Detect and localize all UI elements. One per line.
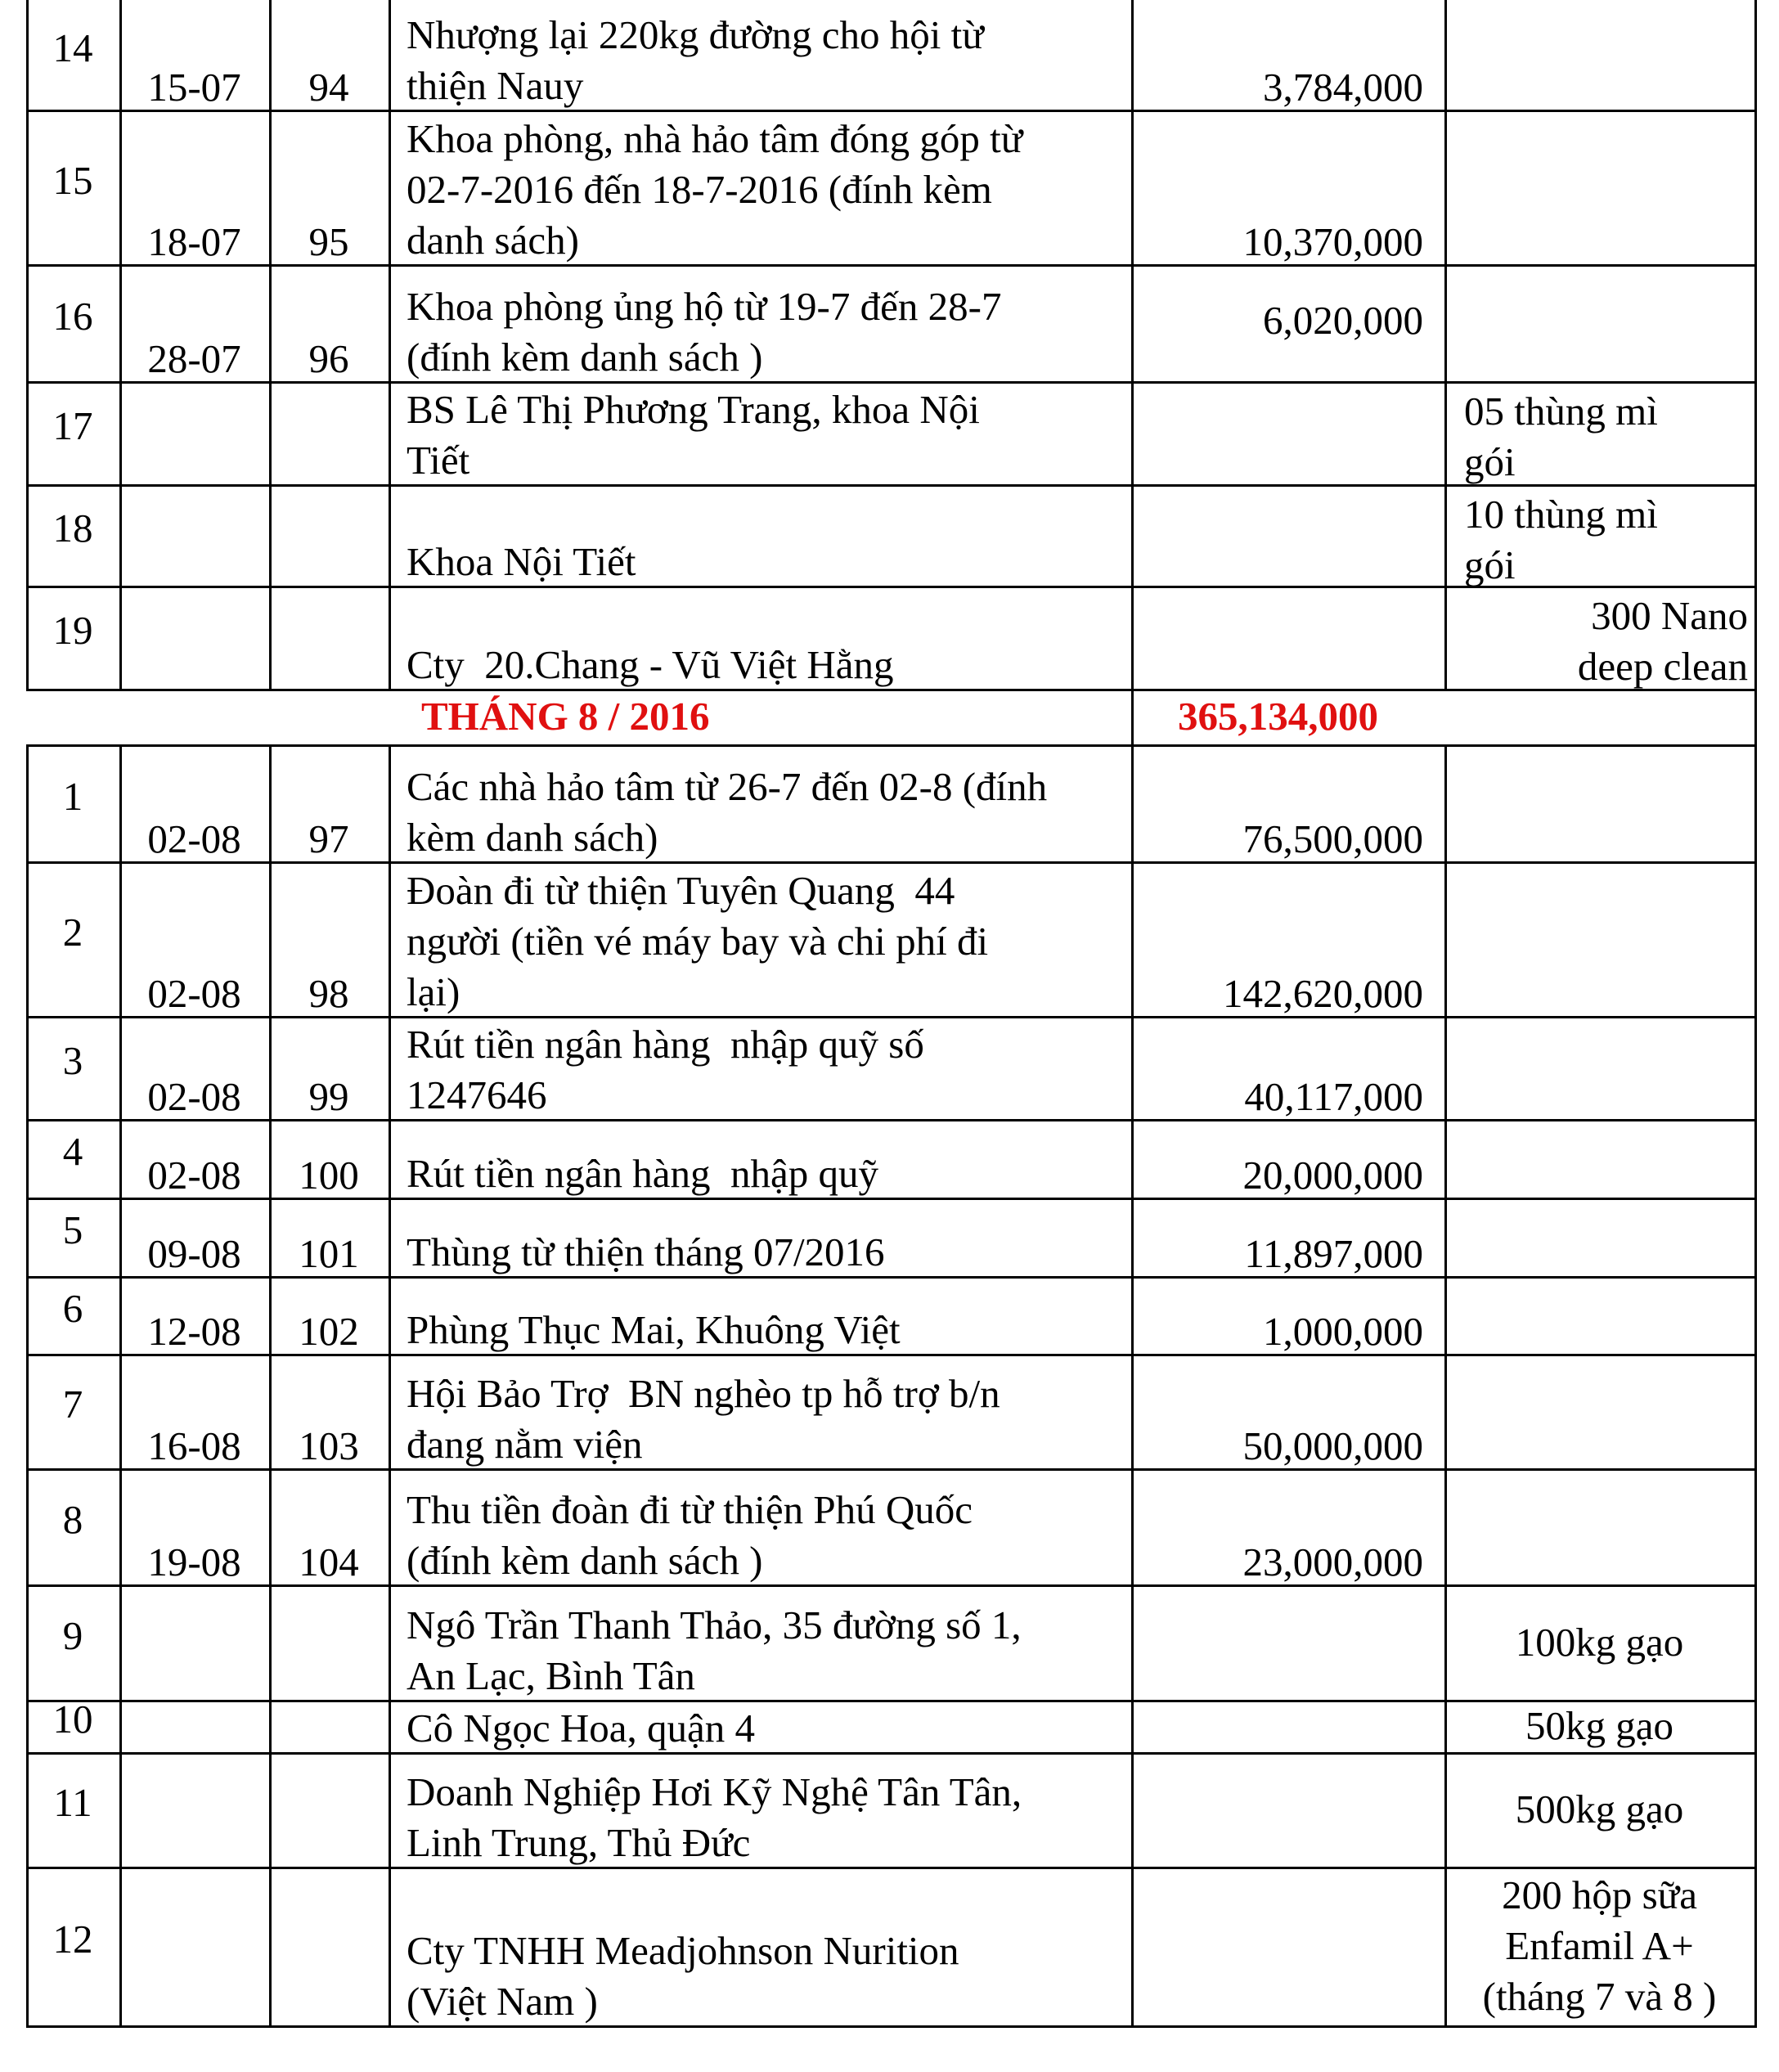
row-description-line: thiện Nauy <box>407 63 584 108</box>
column-rule <box>269 744 272 2028</box>
row-amount: 3,784,000 <box>1263 65 1423 110</box>
row-number: 11 <box>53 1780 92 1825</box>
row-description-line: (đính kèm danh sách ) <box>407 335 763 380</box>
row-description-line: Đoàn đi từ thiện Tuyên Quang 44 <box>407 868 955 913</box>
column-rule <box>1444 0 1447 691</box>
row-date: 02-08 <box>147 1074 241 1119</box>
row-number: 4 <box>62 1129 83 1174</box>
row-date: 09-08 <box>147 1231 241 1276</box>
row-description-line: (đính kèm danh sách ) <box>407 1538 763 1583</box>
row-amount: 76,500,000 <box>1242 816 1423 861</box>
row-description-line: Tiết <box>407 438 470 483</box>
row-description-line: Phùng Thục Mai, Khuông Việt <box>407 1307 901 1352</box>
row-amount: 50,000,000 <box>1242 1423 1423 1468</box>
row-amount: 10,370,000 <box>1242 219 1423 264</box>
row-description-line: 02-7-2016 đến 18-7-2016 (đính kèm <box>407 167 992 212</box>
row-number: 7 <box>62 1382 83 1427</box>
column-rule <box>1131 0 1134 691</box>
row-number: 19 <box>52 608 93 653</box>
row-amount: 1,000,000 <box>1263 1309 1423 1354</box>
row-description-line: BS Lê Thị Phương Trang, khoa Nội <box>407 387 980 432</box>
column-rule <box>26 0 29 691</box>
row-description-line: Ngô Trần Thanh Thảo, 35 đường số 1, <box>407 1602 1022 1647</box>
row-description-line: Khoa phòng, nhà hảo tâm đóng góp từ <box>407 116 1023 161</box>
row-voucher-number: 97 <box>308 816 349 861</box>
row-in-kind-line: 300 Nano <box>1591 593 1748 638</box>
row-date: 28-07 <box>147 336 241 381</box>
row-voucher-number: 94 <box>308 65 349 110</box>
row-date: 12-08 <box>147 1309 241 1354</box>
row-in-kind-line: deep clean <box>1577 644 1748 689</box>
row-amount: 11,897,000 <box>1244 1231 1423 1276</box>
row-date: 18-07 <box>147 219 241 264</box>
row-description-line: Nhượng lại 220kg đường cho hội từ <box>407 12 984 57</box>
row-description-line: Khoa phòng ủng hộ từ 19-7 đến 28-7 <box>407 284 1002 329</box>
column-rule <box>1131 744 1134 2028</box>
row-description-line: An Lạc, Bình Tân <box>407 1653 695 1698</box>
row-voucher-number: 96 <box>308 336 349 381</box>
row-number: 10 <box>52 1697 93 1742</box>
row-voucher-number: 102 <box>299 1309 359 1354</box>
row-description-line: Hội Bảo Trợ BN nghèo tp hỗ trợ b/n <box>407 1371 1000 1416</box>
row-rule <box>26 744 1757 747</box>
row-description-line: (Việt Nam ) <box>407 1979 598 2024</box>
row-number: 9 <box>62 1613 83 1658</box>
row-in-kind-line: 100kg gạo <box>1515 1620 1684 1665</box>
row-description-line: Cô Ngọc Hoa, quận 4 <box>407 1706 755 1751</box>
row-description-line: kèm danh sách) <box>407 815 658 860</box>
row-in-kind-line: 200 hộp sữa <box>1502 1872 1697 1917</box>
column-rule <box>1754 744 1757 2028</box>
row-amount: 20,000,000 <box>1242 1153 1423 1198</box>
row-number: 17 <box>52 403 93 448</box>
column-rule <box>119 0 122 691</box>
row-date: 02-08 <box>147 971 241 1016</box>
row-date: 16-08 <box>147 1423 241 1468</box>
row-description-line: Doanh Nghiệp Hơi Kỹ Nghệ Tân Tân, <box>407 1769 1022 1814</box>
column-rule <box>1444 744 1447 2028</box>
row-description-line: Thu tiền đoàn đi từ thiện Phú Quốc <box>407 1487 973 1532</box>
column-rule <box>119 744 122 2028</box>
month-header-total: 365,134,000 <box>1178 694 1378 739</box>
row-number: 12 <box>52 1917 93 1962</box>
row-description-line: Rút tiền ngân hàng nhập quỹ <box>407 1151 879 1196</box>
row-voucher-number: 103 <box>299 1423 359 1468</box>
row-in-kind-line: 50kg gạo <box>1525 1703 1673 1748</box>
row-description-line: 1247646 <box>407 1072 547 1117</box>
row-voucher-number: 95 <box>308 219 349 264</box>
row-number: 18 <box>52 506 93 551</box>
row-in-kind-line: (tháng 7 và 8 ) <box>1482 1974 1717 2019</box>
row-description-line: Cty 20.Chang - Vũ Việt Hằng <box>407 642 894 687</box>
row-amount: 23,000,000 <box>1242 1539 1423 1584</box>
row-date: 02-08 <box>147 816 241 861</box>
row-number: 15 <box>52 158 93 203</box>
row-description-line: Rút tiền ngân hàng nhập quỹ số <box>407 1022 924 1067</box>
column-rule <box>1131 689 1134 747</box>
row-amount: 6,020,000 <box>1263 298 1423 343</box>
row-voucher-number: 104 <box>299 1539 359 1584</box>
row-amount: 142,620,000 <box>1223 971 1423 1016</box>
row-number: 14 <box>52 25 93 70</box>
row-description-line: Thùng từ thiện tháng 07/2016 <box>407 1229 885 1274</box>
column-rule <box>389 744 391 2028</box>
row-description-line: lại) <box>407 969 460 1014</box>
column-rule <box>26 744 29 2028</box>
row-description-line: Các nhà hảo tâm từ 26-7 đến 02-8 (đính <box>407 764 1048 809</box>
row-description-line: Cty TNHH Meadjohnson Nurition <box>407 1928 959 1973</box>
column-rule <box>1754 689 1757 747</box>
row-in-kind-line: 05 thùng mì <box>1464 389 1658 434</box>
month-header-label: THÁNG 8 / 2016 <box>421 694 710 739</box>
row-in-kind-line: 500kg gạo <box>1515 1787 1684 1832</box>
row-description-line: Khoa Nội Tiết <box>407 539 636 584</box>
row-number: 16 <box>52 294 93 339</box>
row-in-kind-line: Enfamil A+ <box>1505 1923 1694 1968</box>
column-rule <box>1754 0 1757 691</box>
row-voucher-number: 99 <box>308 1074 349 1119</box>
row-description-line: người (tiền vé máy bay và chi phí đi <box>407 919 989 964</box>
row-number: 6 <box>62 1286 83 1331</box>
row-description-line: Linh Trung, Thủ Đức <box>407 1820 751 1865</box>
row-number: 1 <box>62 774 83 819</box>
row-voucher-number: 101 <box>299 1231 359 1276</box>
row-number: 5 <box>62 1207 83 1252</box>
row-description-line: danh sách) <box>407 218 579 263</box>
column-rule <box>389 0 391 691</box>
row-voucher-number: 98 <box>308 971 349 1016</box>
row-date: 19-08 <box>147 1539 241 1584</box>
row-in-kind-line: gói <box>1464 542 1516 587</box>
row-number: 3 <box>62 1038 83 1083</box>
row-date: 15-07 <box>147 65 241 110</box>
row-in-kind-line: 10 thùng mì <box>1464 492 1658 537</box>
row-voucher-number: 100 <box>299 1153 359 1198</box>
row-in-kind-line: gói <box>1464 439 1516 484</box>
row-amount: 40,117,000 <box>1244 1074 1423 1119</box>
column-rule <box>269 0 272 691</box>
row-description-line: đang nằm viện <box>407 1422 643 1467</box>
row-number: 2 <box>62 910 83 955</box>
row-number: 8 <box>62 1497 83 1542</box>
row-date: 02-08 <box>147 1153 241 1198</box>
